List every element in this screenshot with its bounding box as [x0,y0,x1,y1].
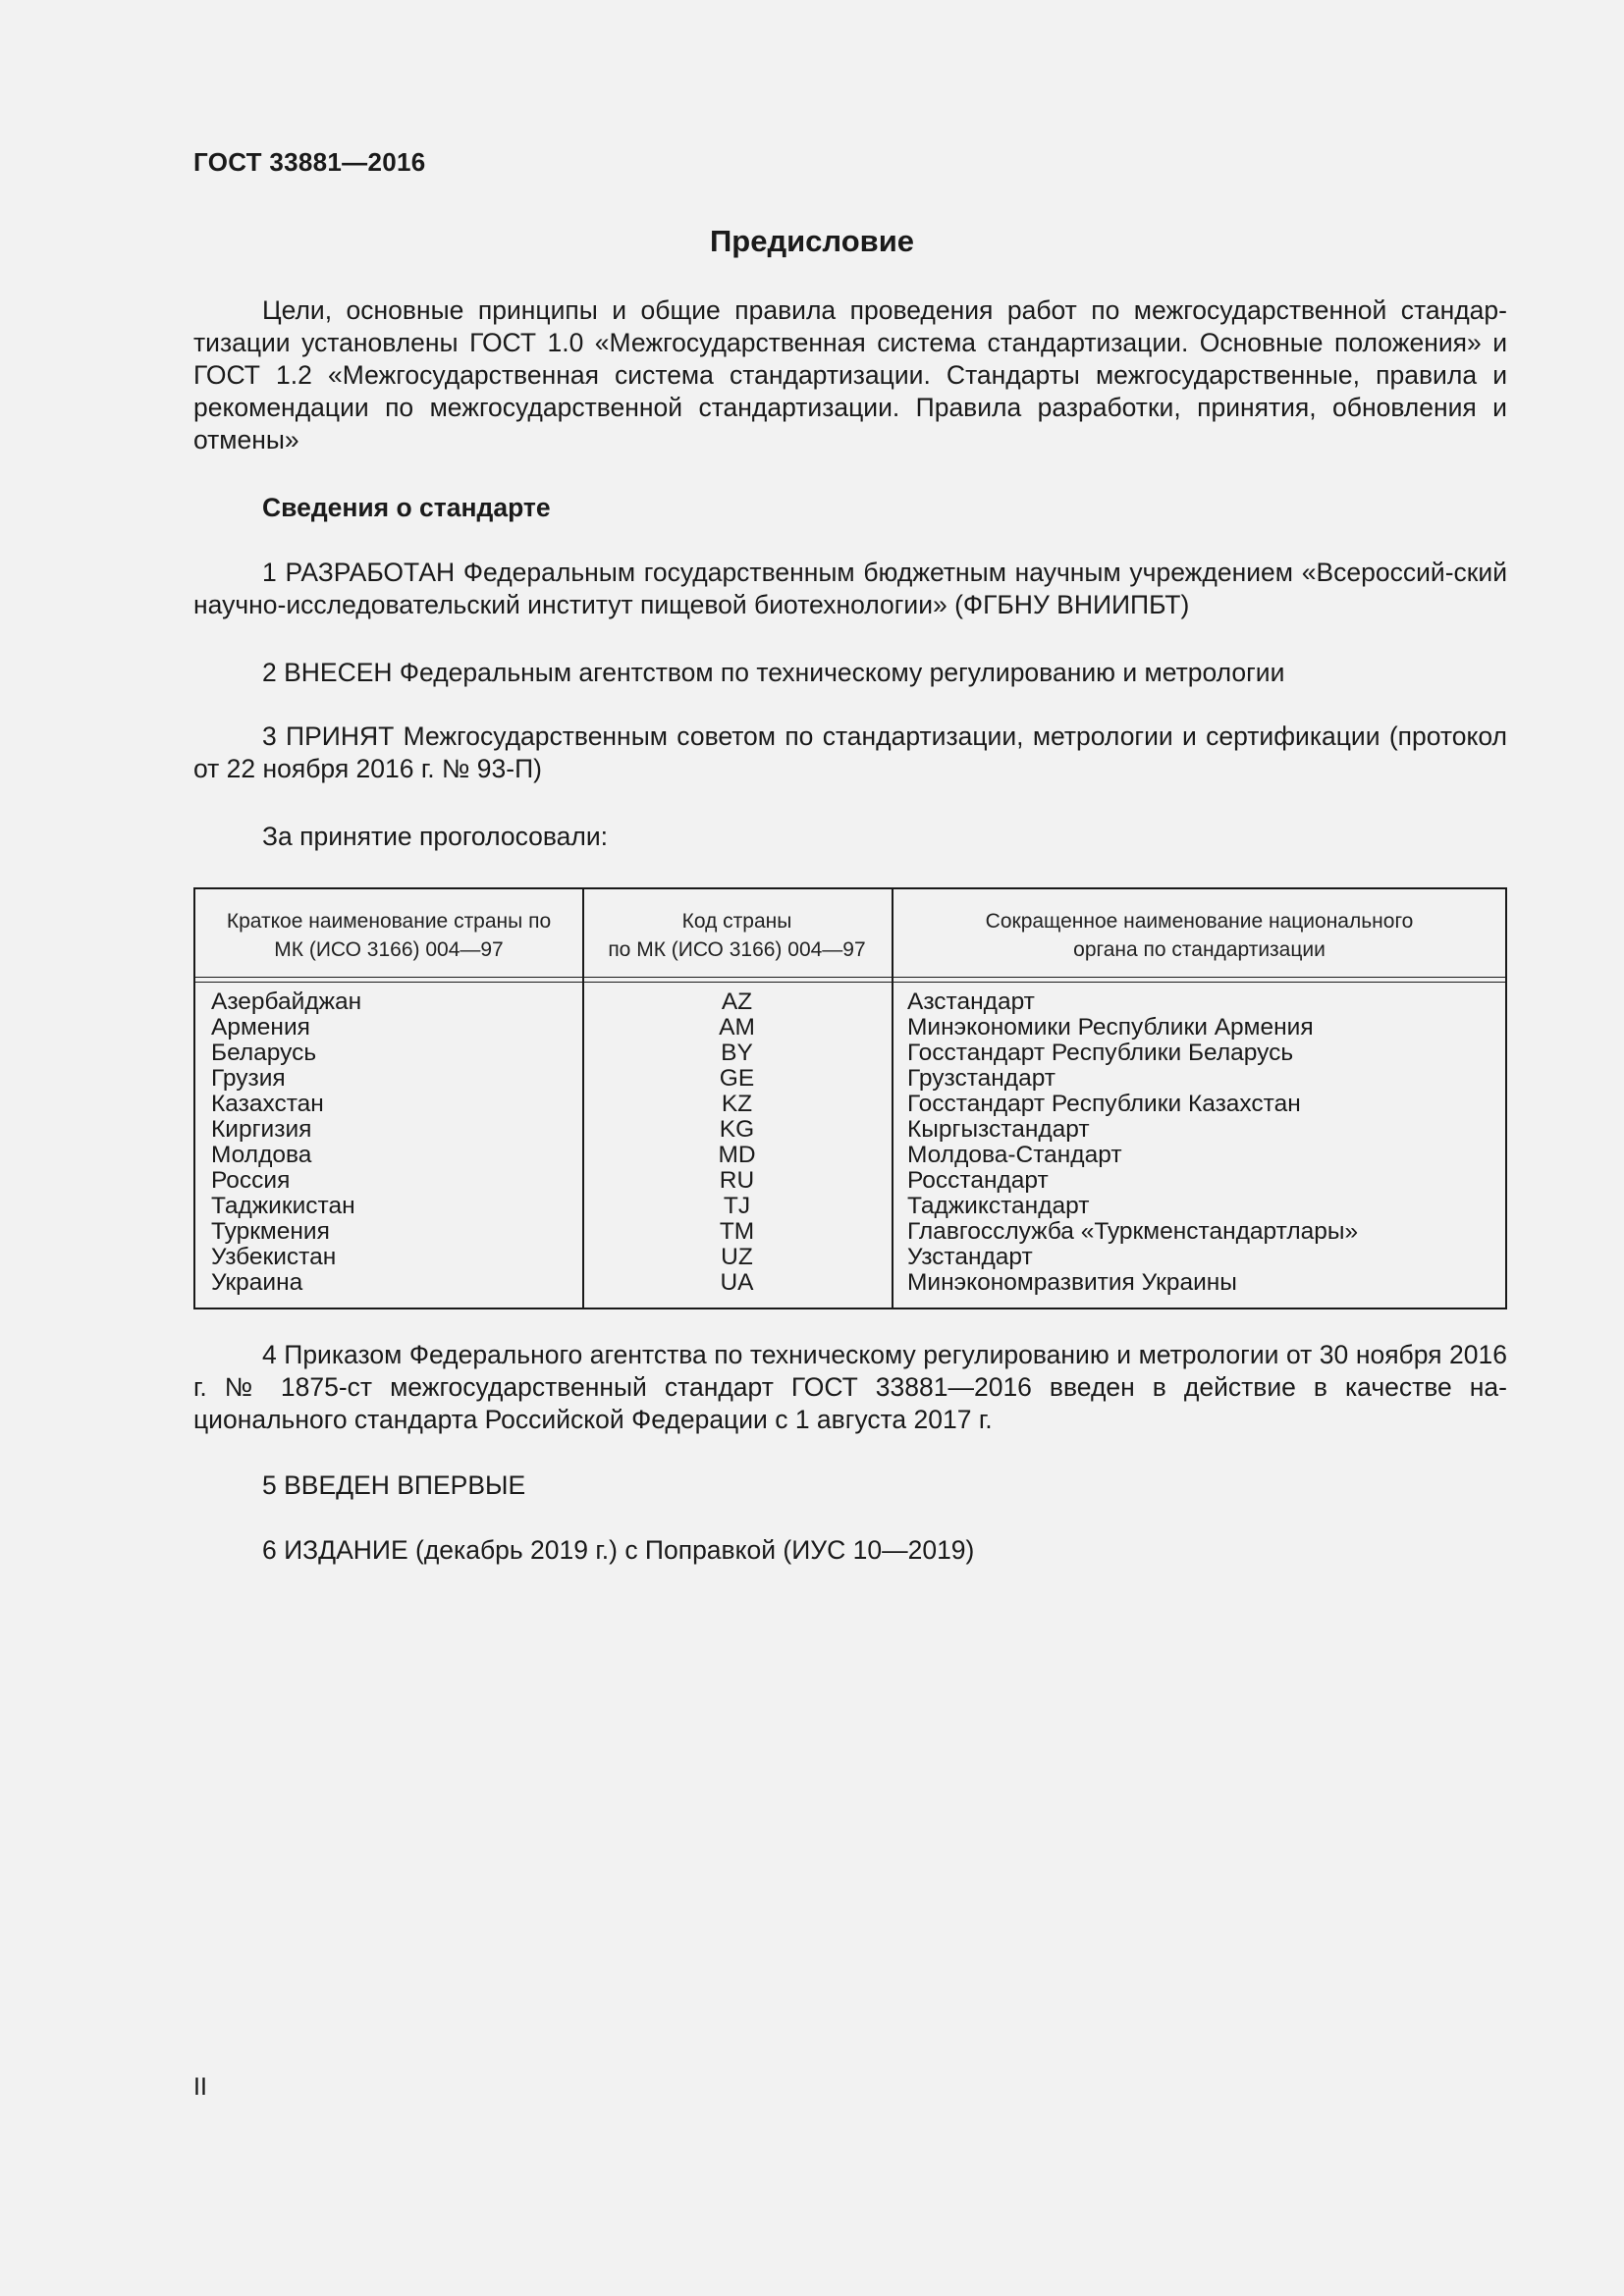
country-cell: Узбекистан [211,1244,337,1270]
header-body: Сокращенное наименование национального органа по стандартизации [985,910,1414,961]
code-cell: UZ [721,1244,753,1270]
code-cell: AM [719,1014,755,1041]
voting-table [193,887,1507,1309]
intro-text: Цели, основные принципы и общие правила проведения работ по межгосударственной стандар-тизации установлены ГОСТ 1.0 «Межгосударственная система стандартизации. Основные положения» и ГОСТ 1.2 «Межгосударственная система стандартизации. Стандарты межгосударственные, правила и рекомендации по межгосударственной стандартизации. Правила разработки, принятия, обновления и отмены» [193,295,1507,454]
item-order-text: 4 Приказом Федерального агентства по техническому регулированию и метрологии от 30 ноября 2016 г. № 1875-ст межгосударственный стандарт ГОСТ 33881—2016 введен в действие в качестве на-ционального стандарта Российской Федерации с 1 августа 2017 г. [193,1340,1507,1434]
code-cell: AZ [721,988,753,1015]
code-cell: KZ [721,1091,753,1117]
table-header-rule [195,977,1505,978]
code-cell: UA [720,1269,754,1296]
body-cell: Росстандарт [907,1167,1049,1194]
body-cell: Азстандарт [907,988,1035,1015]
body-cell: Таджикстандарт [907,1193,1090,1219]
page-number: II [193,2073,207,2101]
code-cell: RU [719,1167,755,1194]
code-cell: GE [719,1065,755,1092]
code-cell: KG [719,1116,755,1143]
code-cell: BY [721,1040,753,1066]
section-heading: Сведения о стандарте [262,493,551,522]
country-cell: Молдова [211,1142,312,1168]
body-cell: Госстандарт Республики Казахстан [907,1091,1301,1117]
country-cell: Таджикистан [211,1193,355,1219]
code-cell: TM [719,1218,755,1245]
country-cell: Туркмения [211,1218,330,1245]
item-order [193,1339,1507,1436]
intro-paragraph [193,294,1507,456]
body-cell: Госстандарт Республики Беларусь [907,1040,1294,1066]
country-cell: Азербайджан [211,988,362,1015]
header-country: Краткое наименование страны по МК (ИСО 3166) 004—97 [226,910,552,961]
country-cell: Грузия [211,1065,286,1092]
body-cell: Минэкономики Республики Армения [907,1014,1314,1041]
code-column [582,989,892,1296]
standard-code: ГОСТ 33881—2016 [193,147,426,177]
country-cell: Украина [211,1269,303,1296]
item-adopted-text: 3 ПРИНЯТ Межгосударственным советом по стандартизации, метрологии и сертификации (протокол от 22 ноября 2016 г. № 93-П) [193,721,1507,783]
item-introduced: 2 ВНЕСЕН Федеральным агентством по техническому регулированию и метрологии [262,658,1285,687]
header-code: Код страны по МК (ИСО 3166) 004—97 [608,910,866,961]
country-cell: Армения [211,1014,310,1041]
country-cell: Казахстан [211,1091,324,1117]
item-edition: 6 ИЗДАНИЕ (декабрь 2019 г.) с Поправкой (ИУС 10—2019) [262,1535,975,1565]
code-cell: MD [718,1142,756,1168]
item-first: 5 ВВЕДЕН ВПЕРВЫЕ [262,1470,526,1500]
body-cell: Главгосслужба «Туркменстандартлары» [907,1218,1359,1245]
table-header-rule [195,982,1505,983]
body-cell: Кыргызстандарт [907,1116,1090,1143]
body-cell: Узстандарт [907,1244,1033,1270]
country-column [211,989,574,1296]
item-adopted [193,721,1507,785]
body-column [907,989,1496,1296]
country-cell: Киргизия [211,1116,312,1143]
page-title: Предисловие [709,224,914,258]
body-cell: Грузстандарт [907,1065,1056,1092]
item-developed [193,557,1507,621]
body-cell: Молдова-Стандарт [907,1142,1122,1168]
body-cell: Минэкономразвития Украины [907,1269,1237,1296]
country-cell: Россия [211,1167,291,1194]
country-cell: Беларусь [211,1040,317,1066]
item-developed-text: 1 РАЗРАБОТАН Федеральным государственным бюджетным научным учреждением «Всероссий-ский научно-исследовательский институт пищевой биотехнологии» (ФГБНУ ВНИИПБТ) [193,558,1507,619]
code-cell: TJ [723,1193,751,1219]
voted-caption: За принятие проголосовали: [262,822,609,851]
